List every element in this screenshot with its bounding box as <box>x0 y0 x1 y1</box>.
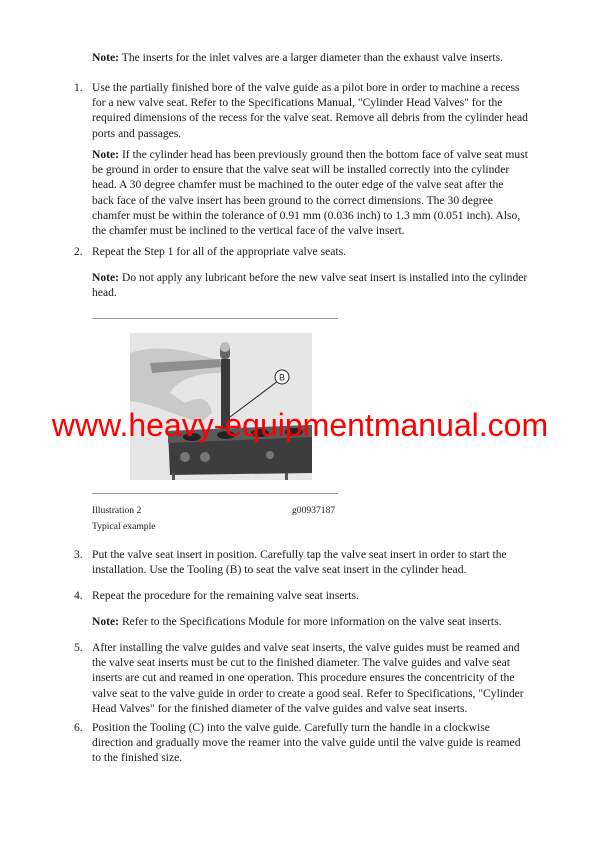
step-number: 4. <box>74 589 83 602</box>
note-text: The inserts for the inlet valves are a larger diameter than the exhaust valve inserts. <box>119 51 504 64</box>
illustration-label: Illustration 2 <box>92 505 142 516</box>
step-4-text: Repeat the procedure for the remaining valve seat inserts. <box>92 589 359 602</box>
step-number: 2. <box>74 245 83 258</box>
step-number: 6. <box>74 721 83 734</box>
step-1-note <box>92 147 528 238</box>
step-1-text: Use the partially finished bore of the valve guide as a pilot bore in order to machine a recess for a new valve seat. Refer to the Specifications Manual, "Cylinder Head Valves" for the required dimensions of the recess for the valve seat. Remove all debris from the cylinder head ports and passages. <box>92 81 528 140</box>
step-4-note <box>92 614 528 629</box>
illustration-caption: Typical example <box>92 521 156 532</box>
step-2-text: Repeat the Step 1 for all of the appropriate valve seats. <box>92 245 347 258</box>
step-number: 1. <box>74 81 83 94</box>
step-3-text: Put the valve seat insert in position. Carefully tap the valve seat insert in order to start the installation. Use the Tooling (B) to seat the valve seat insert in the cylinder head. <box>92 548 507 577</box>
step-number: 5. <box>74 641 83 654</box>
step-2-note <box>92 270 528 300</box>
note-text: If the cylinder head has been previously ground then the bottom face of valve seat must be ground in order to ensure that the valve seat will be installed correctly into the cylinder head. A 30 degree chamfer must be machined to the outer edge of the valve seat after the back face of the valve insert has been ground to the correct dimensions. The 30 degree chamfer must be within the tolerance of 0.91 mm (0.036 inch) to 1.3 mm (0.051 inch). Also, the chamfer must be inclined to the vertical face of the valve insert. <box>92 148 528 238</box>
note-label: Note: <box>92 148 120 161</box>
step-6-text: Position the Tooling (C) into the valve guide. Carefully turn the handle in a clockwise direction and gradually move the reamer into the valve guide until the valve guide is reamed to the finished size. <box>92 721 521 765</box>
watermark-url: www.heavy-equipmentmanual.com <box>51 407 549 443</box>
note-label: Note: <box>92 271 120 284</box>
illustration-top-rule <box>92 318 338 319</box>
note-text: Do not apply any lubricant before the new valve seat insert is installed into the cylinder head. <box>92 271 528 300</box>
note-label: Note: <box>92 615 120 628</box>
note-text: Refer to the Specifications Module for more information on the valve seat inserts. <box>119 615 502 628</box>
step-number: 3. <box>74 548 83 561</box>
illustration-bottom-rule <box>92 493 338 494</box>
note-inlet-inserts <box>92 50 528 65</box>
step-5-text: After installing the valve guides and valve seat inserts, the valve guides must be reamed and the valve seat inserts must be cut to the finished diameter. The valve guides and valve seat inserts are cut and reamed in one operation. This procedure ensures the concentricity of the valve seat to the valve guide in order to create a good seal. Refer to Specifications, "Cylinder Head Valves" for the finished diameter of the valve guides and valve seat inserts. <box>92 641 524 715</box>
callout-b-label: B <box>278 372 286 383</box>
illustration-id: g00937187 <box>292 505 336 516</box>
note-label: Note: <box>92 51 120 64</box>
